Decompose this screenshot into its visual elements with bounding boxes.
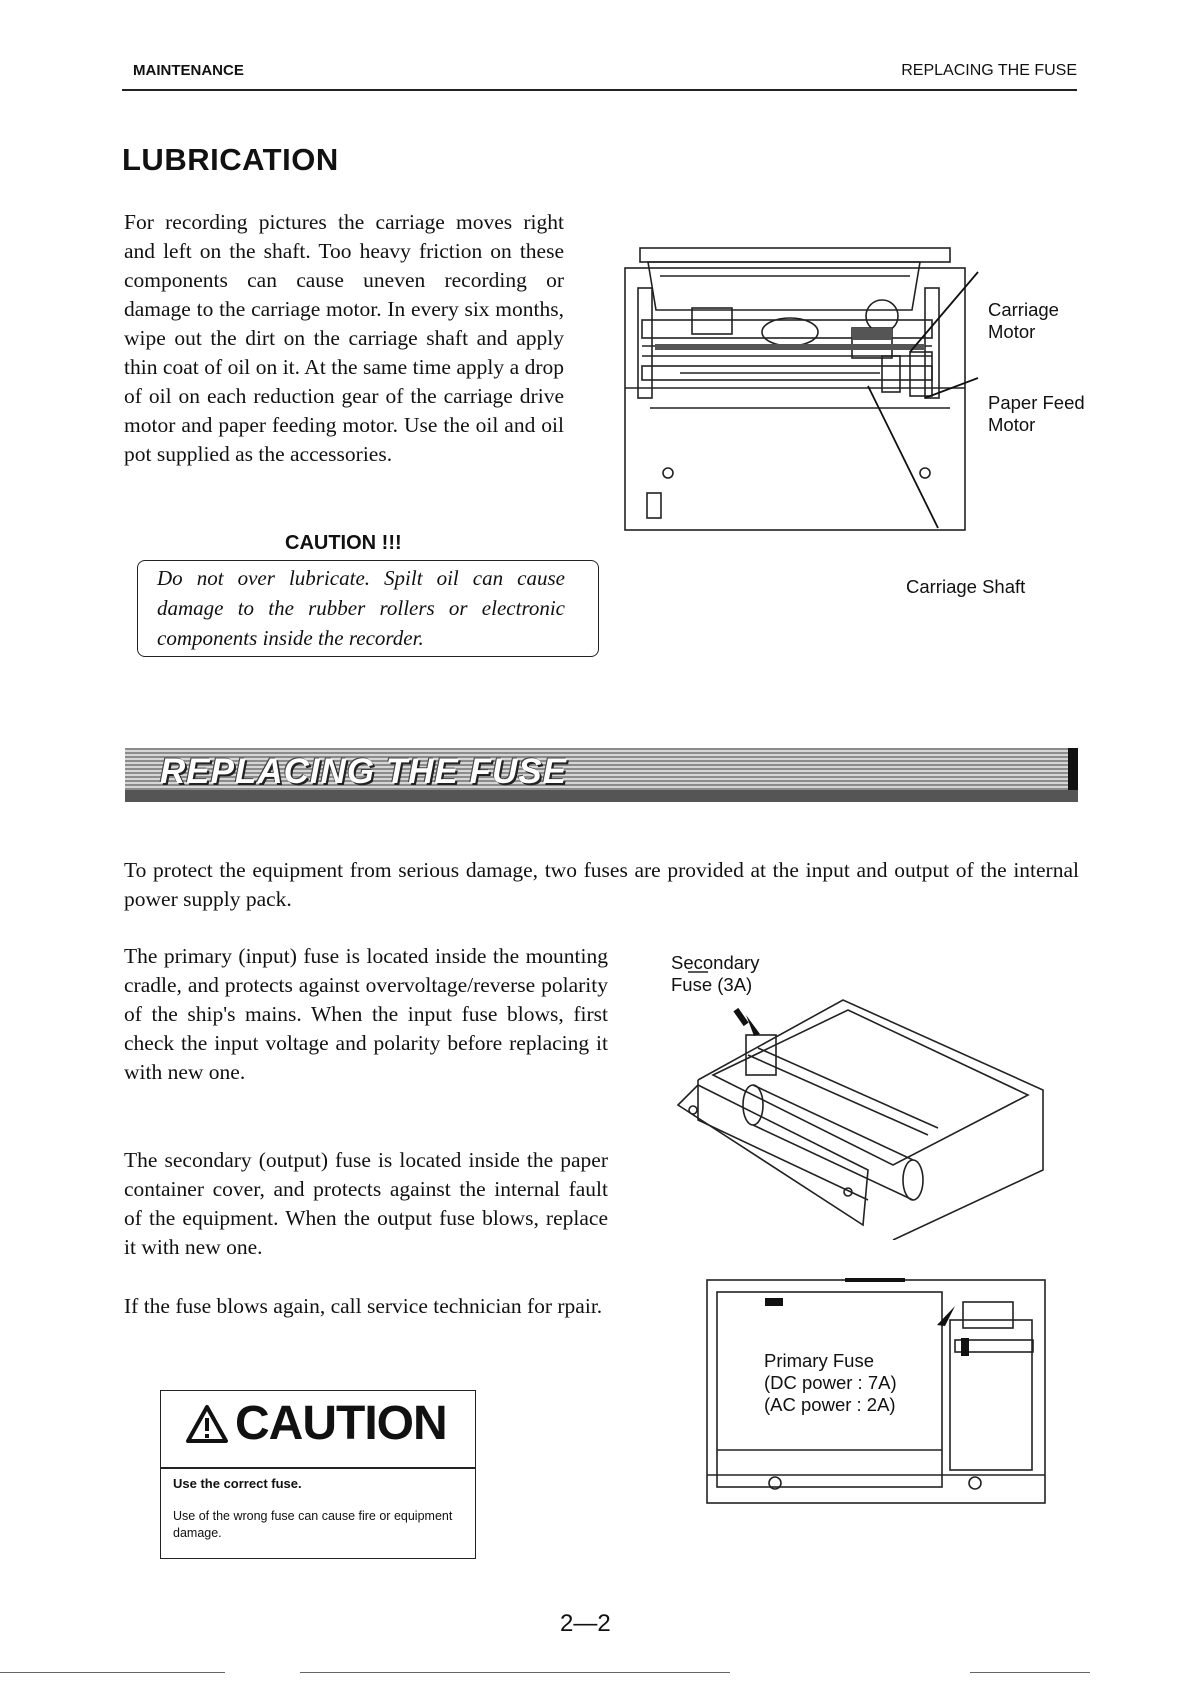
label-paper-feed-motor-1: Paper Feed	[988, 392, 1085, 413]
lubrication-body: For recording pictures the carriage moves right and left on the shaft. Too heavy friction on these components can cause uneven recording or damage to the carriage motor. In every six months, wipe out the dirt on the carriage shaft and apply thin coat of oil on it. At the same time apply a drop of oil on each reduction gear of the carriage drive motor and paper feeding motor. Use the oil and oil pot supplied as the accessories.	[124, 210, 564, 466]
label-primary-fuse-3: (AC power : 2A)	[764, 1394, 896, 1415]
label-secondary-fuse-2: Fuse (3A)	[671, 974, 753, 995]
label-paper-feed-motor-2: Motor	[988, 414, 1036, 435]
footer-rule-center	[300, 1672, 730, 1673]
section-banner-title: REPLACING THE FUSE	[160, 752, 567, 791]
fuse-intro: To protect the equipment from serious damage, two fuses are provided at the input and output of the internal power supply pack.	[124, 858, 1079, 911]
page-number: 2—2	[560, 1610, 611, 1637]
label-carriage-motor-1: Carriage	[988, 299, 1059, 320]
label-secondary-fuse-1: Secondary	[671, 952, 760, 973]
warning-label-line1: Use the correct fuse.	[173, 1476, 302, 1491]
primary-fuse-paragraph: The primary (input) fuse is located inside the mounting cradle, and protects against overvoltage/reverse polarity of the ship's mains. When the input fuse blows, first check the input voltage and polarity before replacing it with new one.	[124, 944, 608, 1084]
caution-title: CAUTION !!!	[285, 532, 402, 554]
secondary-fuse-paragraph: The secondary (output) fuse is located inside the paper container cover, and protects against the internal fault of the equipment. When the output fuse blows, replace it with new one.	[124, 1148, 608, 1259]
label-carriage-shaft: Carriage Shaft	[906, 576, 1026, 597]
header-topic: REPLACING THE FUSE	[901, 62, 1077, 79]
caution-text: Do not over lubricate. Spilt oil can cause damage to the rubber rollers or electronic components inside the recorder.	[157, 566, 565, 650]
warning-label-line2: Use of the wrong fuse can cause fire or equipment damage.	[173, 1509, 453, 1540]
warning-label-word: CAUTION	[235, 1397, 447, 1450]
secondary-fuse-figure	[668, 970, 1048, 1240]
label-carriage-motor-2: Motor	[988, 321, 1036, 342]
header-rule	[122, 89, 1077, 91]
warning-triangle-icon	[185, 1404, 229, 1444]
lubrication-title: LUBRICATION	[122, 142, 339, 177]
footer-rule-right	[970, 1672, 1090, 1673]
header-section: MAINTENANCE	[133, 62, 244, 79]
footer-rule-left	[0, 1672, 225, 1673]
warning-label-title	[185, 1396, 447, 1451]
fuse-again-paragraph: If the fuse blows again, call service technician for rpair.	[124, 1294, 603, 1318]
label-primary-fuse-1: Primary Fuse	[764, 1350, 874, 1371]
label-primary-fuse-2: (DC power : 7A)	[764, 1372, 897, 1393]
recorder-mechanism-figure	[620, 228, 980, 548]
warning-label-separator	[160, 1467, 476, 1469]
